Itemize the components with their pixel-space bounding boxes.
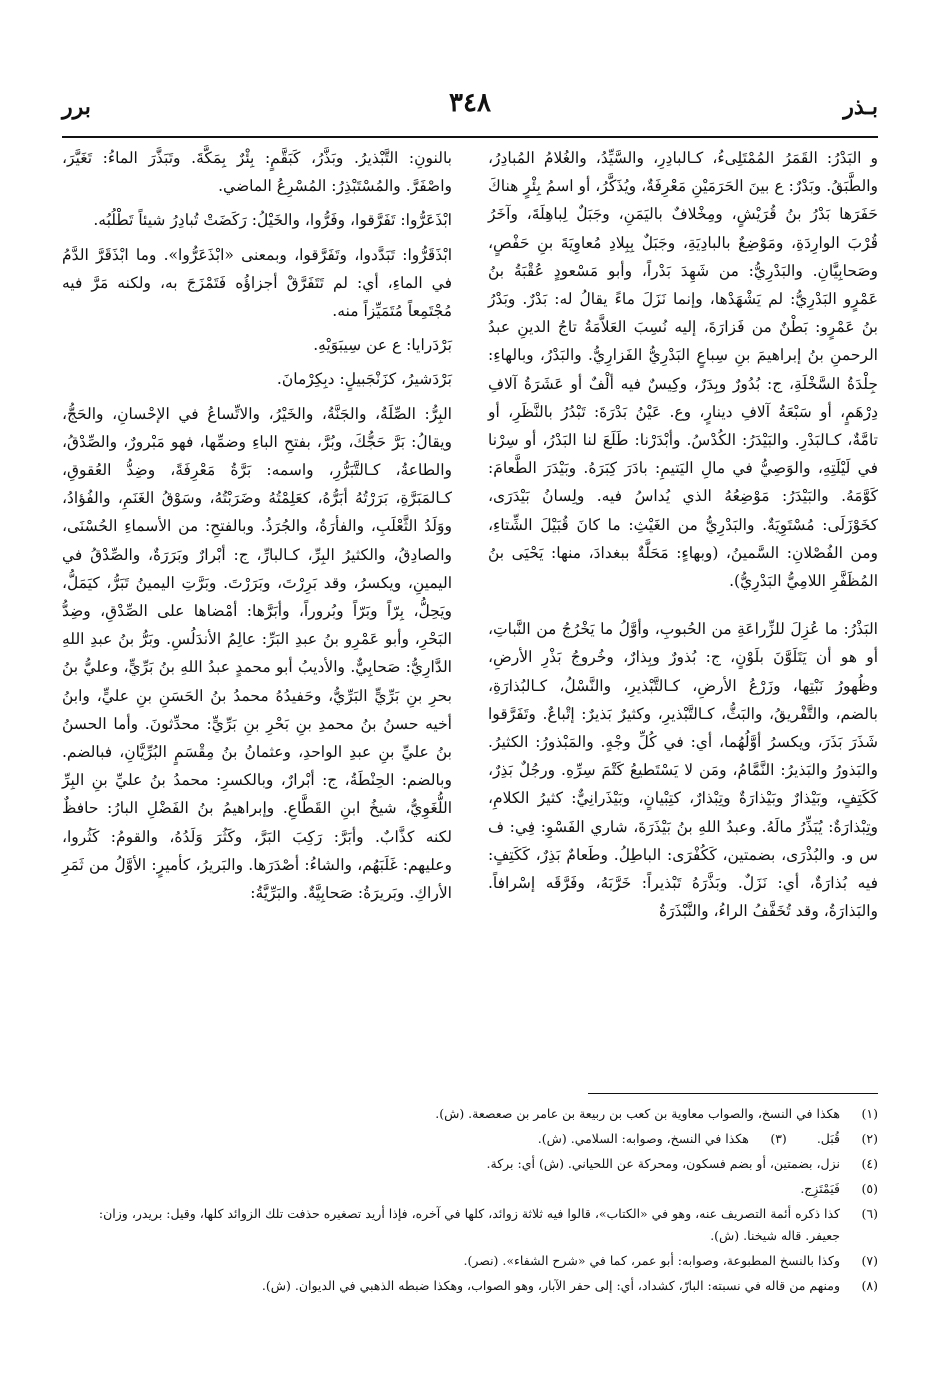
footnote: [817, 1128, 878, 1150]
footnote-number: (٣): [770, 1131, 787, 1146]
entry-ibdhaarra: ابْذَعَرُّوا: تَفَرَّقوا، وفَرُّوا، والخَيْلُ: رَكَضَتْ تُبادِرُ شيئاً تَطْلُبُه.: [93, 211, 452, 230]
footnote-text: ومنهم من قاله في نسبته: البارّ، كشداد، أي: إلى حفر الآبار، وهو الصواب، وهكذا ضبطه الذهبي في الديوان. (ش).: [261, 1278, 840, 1293]
footnote-text: وكذا بالنسخ المطبوعة، وصوابه: أبو عمر، كما في «شرح الشفاء». (نصر).: [463, 1253, 840, 1268]
footnote-text: كذا ذكره أئمة التصريف عنه، وهو في «الكتاب»، قالوا فيه ثلاثة زوائد، كلها في آخره، فإذا أريد تصغيره حذفت تلك الزوائد كلها، وقيل: بريدر، وزان: جعيفر. قاله شيخنا. (ش).: [98, 1206, 840, 1243]
page-number: ٣٤٨: [449, 88, 491, 118]
footnote: [62, 1203, 878, 1247]
footnote: [62, 1275, 878, 1297]
footnote-row: [62, 1128, 878, 1150]
footnote: [62, 1153, 878, 1175]
entry-bardashir: بَرْدَشيرُ، كزَنْجَبيلٍ: دبِكِرْمانَ.: [276, 370, 452, 389]
footnote-text: نزل، بضمتين، أو بضم فسكون، ومحركة عن اللحياني. (ش) أي: بركة.: [486, 1156, 840, 1171]
running-headword-left: برر: [62, 94, 91, 120]
footnote: [538, 1128, 787, 1150]
entry-ibdhaqarra: ابْذَقَرُّوا: تَبَدَّدوا، وتَفَرَّقوا، وبمعنى «ابْذَعَرُّوا». وما ابْذَقَرَّ الدَّمُ في الماءِ، أي: لم تَتَفَرَّقْ أجزاؤُه فَتَمْزَجَ به، ولكنه مَرَّ فيه مُجْتَمِعاً مُتَمَيِّزاً منه.: [62, 245, 452, 321]
footnote-number: (٨): [861, 1278, 878, 1293]
footnote-number: (١): [861, 1106, 878, 1121]
running-headword-right: بـذر: [843, 94, 878, 120]
footnote-number: (٤): [861, 1156, 878, 1171]
entry-bardaraya: بَرْدَرايا: ع عن سِيبَوَيْهِ.: [313, 336, 452, 355]
footnote-text: هكذا في النسخ، والصواب معاوية بن كعب بن ربيعة بن عامر بن صعصعة. (ش).: [435, 1106, 840, 1121]
entry-birr: البِرُّ: الصِّلَةُ، والجَنَّةُ، والخَيْرُ، والاتِّساعُ في الإحْسانِ، والحَجُّ، ويقالُ: بَرَّ حَجُّكَ، وبُرَّ، بفتحِ الباءِ وضمِّها، فهو مَبْرورٌ، والصِّدْقُ، والطاعةُ، كـالتَّبَرُّرِ، واسمه: بَرَّةُ مَعْرِفَةً، وضِدُّ العُقوقِ، كـالمَبَرَّةِ، بَرَرْتُهُ أبَرُّهُ، كعَلِمْتُهُ وضَرَبْتُهُ، وسَوْقُ الغَنَمِ، والفُؤادُ، ووَلَدُ الثَّعْلَبِ، والفأرَةُ، والجُرَذُ. وبالفتحِ: من الأسماءِ الحُسْنَى، والصادِقُ، والكثيرُ البِرِّ، كـالبارِّ، ج: أبْرارٌ وبَرَرَةٌ، والصِّدْقُ في اليمينِ، ويكسرُ، وقد بَرِرْتَ، وبَرَرْتَ. وبَرَّتِ اليمينُ تَبَرُّ، كيَمَلُّ، ويَحِلُّ، بِرّاً وبَرّاً وبُروراً، وأبَرَّها: أمْضاها على الصِّدْقِ، وضِدُّ البَحْرِ، وأبو عَمْرِو بنُ عبدِ البَرِّ: عالِمُ الأندَلُسِ. وبَرُّ بنُ عبدِ اللهِ الدَّارِيُّ: صَحابِيٌّ. والأديبُ أبو محمدٍ عبدُ اللهِ بنُ بَرِّيٍّ، وعليُّ بنُ بحرِ بنِ بَرِّيٍّ البَرِّيُّ، وحَفيدُهُ محمدُ بنُ الحَسَنِ بنِ عليٍّ، وابنُ أخيه حسنُ بنُ محمدِ بنِ بَحْرِ بنِ بَرِّيٍّ: محدِّثونَ. وأما الحسنُ بنُ عليِّ بنِ عبدِ الواحدِ، وعثمانُ بنُ مِقْسَمٍ البُرِّيَّانِ، فبالضم. وبالضم: الحِنْطَةُ، ج: أبْرارٌ، وبالكسرِ: محمدُ بنُ عليِّ بنِ البِرِّ اللُّغَوِيُّ، شيخُ ابنِ القَطَّاعِ. وإبراهيمُ بنُ الفَضْلِ البارُ: حافظٌ لكنه كذَّابٌ. وأبَرَّ: رَكِبَ البَرَّ، وكَثُرَ وَلَدُهُ، والقومُ: كَثُروا، وعليهم: غَلَبَهُم، والشاءُ: أصْدَرَها. والبَريرُ، كأميرٍ: الأوَّلُ من ثَمَرِ الأراكِ. وبَريرَةُ: صَحابِيَّةٌ. والبَرِّيَّةُ:: [62, 404, 452, 903]
footnote-number: (٢): [861, 1131, 878, 1146]
footnote: [62, 1103, 878, 1125]
footnote: [62, 1178, 878, 1200]
footnote-text: قُبَل.: [816, 1131, 840, 1146]
footnote-number: (٧): [861, 1253, 878, 1268]
entry-badr: و البَدْرُ: القَمَرُ المُمْتَلِىءُ، كـالبادِرِ، والسَّيِّدُ، والغُلامُ المُبادِرُ، والطَّبَقُ. وبَدْرٌ: ع بينَ الحَرَمَيْنِ مَعْرِفَةٌ، ويُذَكَّرُ، أو اسمُ بِئْرٍ هناكَ حَفَرَها بَدْرُ بنُ قُرَيْشٍ، ومِخْلافٌ باليَمَنِ، وجَبَلٌ لِباهِلَةَ، وآخَرُ قُرْبَ الوارِدَةِ، ومَوْضِعٌ بالبادِيَةِ، وجَبَلٌ بِبِلادِ مُعاوِيَةَ بنِ حَفْصٍ، وصَحابِيَّانِ. والبَدْرِيُّ: من شَهِدَ بَدْراً، وأبو مَسْعودٍ عُقْبَةُ بنُ عَمْرٍو البَدْرِيُّ: لم يَشْهَدْها، وإنما نَزَلَ ماءً يقالُ له: بَدْرٌ. وبَدْرُ بنُ عَمْرٍو: بَطْنٌ من فَزارَةَ، إليه نُسِبَ العَلاَّمَةُ تاجُ الدينِ عبدُ الرحمنِ بنُ إبراهيمَ بنِ سِباعٍ البَدْرِيُّ الفَزارِيُّ. والبَدْرُ، وبالهاءِ: جِلْدَةُ السَّخْلَةِ، ج: بُدُورٌ وبِدَرٌ، وكِيسٌ فيه ألْفٌ أو عَشَرَةُ آلافِ دِرْهَمٍ، أو سَبْعَةُ آلافِ دينارٍ، وع. عَيْنُ بَدْرَةَ: تَبْدُرُ بالنَّظَرِ، أو تامَّةٌ، كـالبَدْرِ. والبَيْدَرُ: الكُدْسُ. وأبْدَرْنا: طَلَعَ لنا البَدْرُ، أو سِرْنا في لَيْلَتِهِ، والوَصِيُّ في مالِ اليَتيمِ: بادَرَ كِبَرَهُ. وبَيْدَرَ الطَّعامَ: كَوَّمَهُ. والبَيْدَرُ: مَوْضِعُهُ الذي يُداسُ فيه. ولِسانُ بَيْدَرَى، كخَوْزَلَى: مُسْتَوِيَةٌ. والبَدْرِيُّ من الغَيْثِ: ما كانَ قُبَيْلَ الشِّتاءِ، ومن الفُصْلانِ: السَّمينُ، (وبهاءٍ: مَحَلَّةٌ ببغدادَ، منها: يَحْيَى بنُ المُظَفَّرِ اللامِيُّ البَدْرِيُّ).: [488, 149, 878, 591]
footnote-divider: [588, 1093, 878, 1094]
footnote-number: (٥): [861, 1181, 878, 1196]
footnote-number: (٦): [861, 1206, 878, 1221]
header-divider: [62, 136, 878, 138]
footnote-text: فَيَمْتَزِج.: [800, 1181, 840, 1196]
left-column: [62, 144, 452, 903]
right-column: [488, 144, 878, 921]
page-header: [62, 88, 878, 132]
footnote: [62, 1250, 878, 1272]
footnotes: [62, 1103, 878, 1300]
entry-badhr: البَذْرُ: ما عُزِلَ للزِّراعَةِ من الحُبوبِ، وأوَّلُ ما يَخْرُجُ من النَّباتِ، أو هو أن يَتَلَوَّنَ بلَوْنٍ، ج: بُذورٌ وبِذارٌ، وخُروجُ بَذْرِ الأرضِ، وظُهورُ نَبْتِها، وزَرْعُ الأرضِ، كـالتَّبْذيرِ، والنَّسْلُ، كـالبُذارَةِ، بالضم، والتَّفْريقُ، والبَثُّ، كـالتَّبْذيرِ، وكثيرٌ بَذيرٌ: إتْباعٌ. وتَفَرَّقوا شَذَرَ بَذَرَ، ويكسرُ أوَّلُهُما، أي: في كُلِّ وجْهٍ. والمَبْذورُ: الكثيرُ. والبَذورُ والبَذيرُ: النَّمَّامُ، ومَن لا يَسْتَطيعُ كَتْمَ سِرِّهِ. ورجُلٌ بَذِرٌ، كَكَتِفٍ، وبَيْذارٌ وبَيْذارَةٌ وتِبْذارٌ، كتِبْيانٍ، وبَيْذَرانِيٌّ: كثيرُ الكلامِ، وتِبْذارَةٌ: يُبَذِّرُ مالَهُ. وعبدُ اللهِ بنُ بَيْذَرَةَ، شاري الفَسْوِ: فِي: ف س و. والبُذْرَى، بضمتين، كَكُفْرَى: الباطِلُ. وطَعامٌ بَذِرٌ، كَكَتِفٍ: فيه بُذارَةٌ، أي: نَزَلٌ. وبَذَّرَهُ تَبْذيراً: خَرَّبَهُ، وفَرَّقَه إسْرافاً. والبَذارَةُ، وقد تُخَفَّفُ الراءُ، والنَّبْذَرَةُ: [488, 620, 878, 921]
footnote-text: هكذا في النسخ، وصوابه: السلامي. (ش).: [537, 1131, 749, 1146]
entry-spacer: [488, 601, 878, 615]
entry-badhr-continued: بالنونِ: التَّبْذيرُ. وبَذَّرُ، كَبَقَّمٍ: بِئْرٌ بِمَكَّةَ. وتَبَذَّرَ الماءُ: تَغَيَّرَ، واصْفَرَّ. والمُسْتَبْذِرُ: المُسْرِعُ الماضي.: [62, 149, 452, 196]
